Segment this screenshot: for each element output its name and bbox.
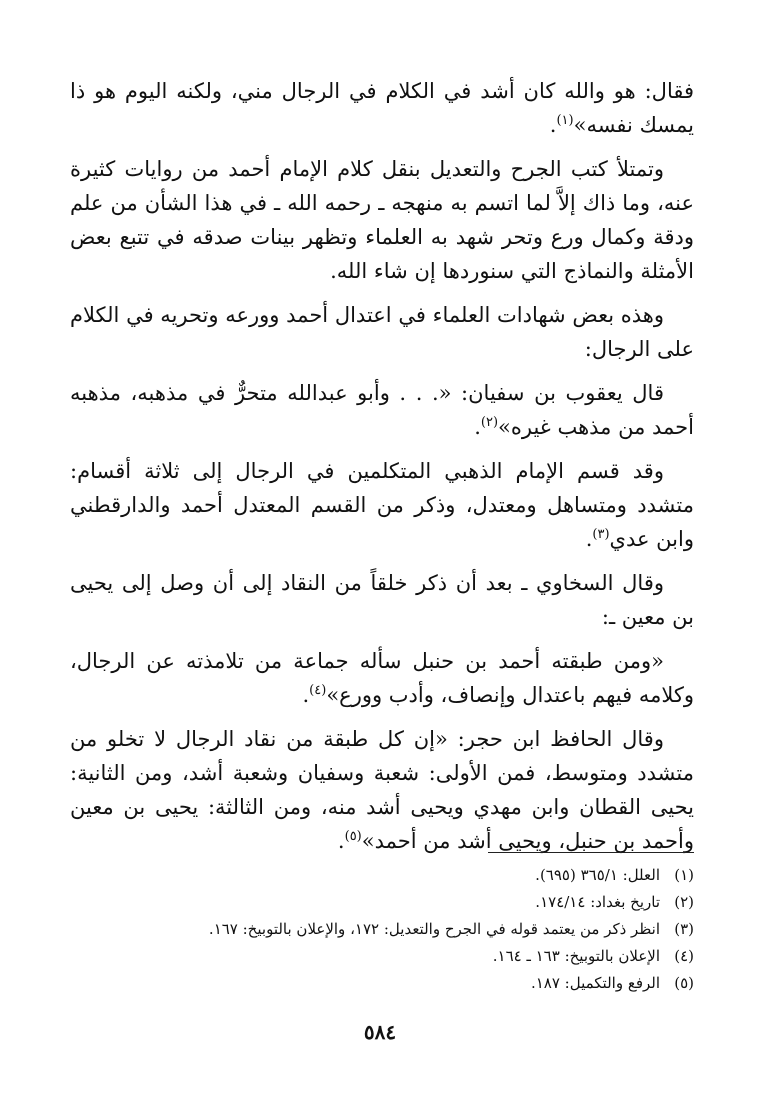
paragraph-2 [70,152,694,288]
footnote-5 [70,970,694,997]
footnote-text: العلل: ٣٦٥/١ (٦٩٥). [535,866,660,884]
paragraph-1 [70,74,694,142]
footnote-ref-1[interactable]: (١) [556,113,574,128]
page-number: ٥٨٤ [363,1020,397,1044]
footnote-ref-2[interactable]: (٢) [480,415,499,430]
footnote-divider [488,852,694,853]
footnotes [70,862,694,997]
paragraph-1-text: فقال: هو والله كان أشد في الكلام في الرجال مني، ولكنه اليوم هو ذا يمسك نفسه» [70,79,694,137]
footnote-number: (١) [674,866,694,884]
paragraph-4 [70,376,694,444]
footnote-1 [70,862,694,889]
footnote-4 [70,943,694,970]
paragraph-3 [70,298,694,366]
main-text [70,74,694,868]
paragraph-5-tail: . [585,527,593,551]
paragraph-2-text: وتمتلأ كتب الجرح والتعديل بنقل كلام الإمام أحمد من روايات كثيرة عنه، وما ذاك إلاَّ لما اتسم به منهجه ـ رحمه الله ـ في هذا الشأن من علم ودقة وكمال ورع وتحر شهد به العلماء وتظهر بينات صدقه في تتبع بعض الأمثلة والنماذج التي سنوردها إن شاء الله. [70,157,694,283]
footnote-ref-5[interactable]: (٥) [344,829,362,844]
paragraph-8-tail: . [337,829,345,853]
paragraph-3-text: وهذه بعض شهادات العلماء في اعتدال أحمد وورعه وتحريه في الكلام على الرجال: [70,303,694,361]
paragraph-4-text: قال يعقوب بن سفيان: «. . . وأبو عبدالله متحرٌّ في مذهبه، مذهبه أحمد من مذهب غيره» [70,381,694,439]
paragraph-7-tail: . [302,683,310,707]
footnote-ref-4[interactable]: (٤) [309,683,327,698]
footnote-3 [70,916,694,943]
footnote-number: (٥) [674,974,694,992]
paragraph-6 [70,566,694,634]
paragraph-8-text: وقال الحافظ ابن حجر: «إن كل طبقة من نقاد الرجال لا تخلو من متشدد ومتوسط، فمن الأولى: شعبة وسفيان وشعبة أشد، ومن الثانية: يحيى القطان وابن مهدي ويحيى أشد منه، ومن الثالثة: يحيى بن معين وأحمد بن حنبل، ويحيى أشد من أحمد» [70,727,694,853]
paragraph-5-text: وقد قسم الإمام الذهبي المتكلمين في الرجال إلى ثلاثة أقسام: متشدد ومتساهل ومعتدل، وذكر من القسم المعتدل أحمد والدارقطني وابن عدي [70,459,694,551]
paragraph-7-text: «ومن طبقته أحمد بن حنبل سأله جماعة من تلامذته عن الرجال، وكلامه فيهم باعتدال وإنصاف، وأدب وورع» [70,649,694,707]
footnote-text: انظر ذكر من يعتمد قوله في الجرح والتعديل: ١٧٢، والإعلان بالتوبيخ: ١٦٧. [208,920,660,938]
footnote-text: تاريخ بغداد: ١٧٤/١٤. [535,893,660,911]
footnote-number: (٤) [674,947,694,965]
footnote-text: الرفع والتكميل: ١٨٧. [530,974,660,992]
paragraph-8 [70,722,694,858]
paragraph-1-tail: . [549,113,557,137]
footnote-ref-3[interactable]: (٣) [592,527,610,542]
paragraph-7 [70,644,694,712]
paragraph-6-text: وقال السخاوي ـ بعد أن ذكر خلقاً من النقاد إلى أن وصل إلى يحيى بن معين ـ: [70,571,694,629]
footnote-number: (٢) [674,893,694,911]
footnote-number: (٣) [674,920,694,938]
footnote-2 [70,889,694,916]
paragraph-5 [70,454,694,556]
footnote-text: الإعلان بالتوبيخ: ١٦٣ ـ ١٦٤. [492,947,660,965]
paragraph-4-tail: . [474,415,481,439]
